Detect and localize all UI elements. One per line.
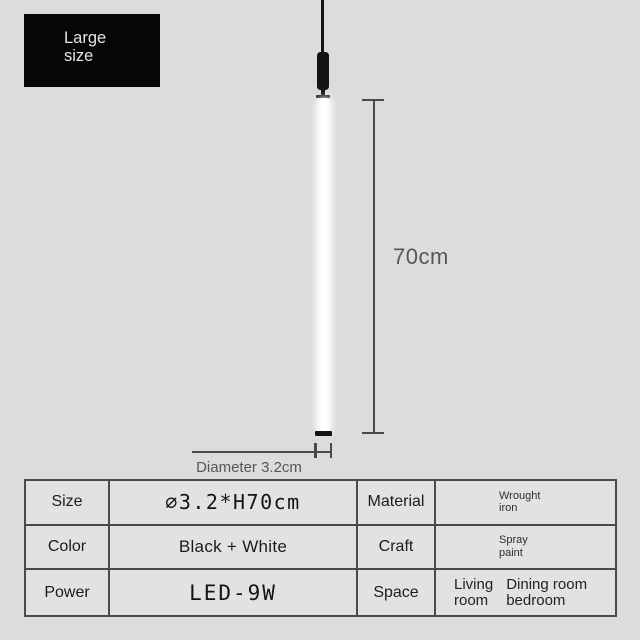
diameter-dimension-label: Diameter 3.2cm [196, 459, 302, 476]
diameter-dimension-right-tick [330, 443, 333, 458]
spec-value-craft [436, 526, 615, 571]
light-tube-end-cap [315, 431, 332, 436]
spec-label-power: Power [26, 570, 110, 615]
size-badge [24, 14, 160, 87]
material-line2: iron [499, 502, 518, 515]
spec-value-space [436, 570, 615, 615]
space-group-dining-bedroom [506, 577, 587, 608]
spec-label-space: Space [358, 570, 436, 615]
height-dimension-label: 70cm [393, 244, 449, 269]
spec-value-size: ∅3.2*H70cm [110, 481, 358, 526]
spec-label-size: Size [26, 481, 110, 526]
spec-value-material [436, 481, 615, 526]
size-badge-line1: Large [64, 29, 107, 47]
space-living-line2: room [454, 591, 489, 609]
spec-label-craft: Craft [358, 526, 436, 571]
spec-value-power: LED-9W [110, 570, 358, 615]
light-tube [317, 98, 332, 432]
space-living-line1: Living [454, 576, 494, 594]
spec-label-color: Color [26, 526, 110, 571]
material-line1: Wrought [499, 489, 541, 502]
space-group-living-room [454, 577, 493, 608]
craft-line2: paint [499, 546, 523, 559]
height-dimension-bottom-cap [362, 432, 384, 434]
space-dining-line1: Dining room [506, 576, 588, 594]
spec-table [24, 479, 617, 617]
spec-label-material: Material [358, 481, 436, 526]
diameter-dimension-line [192, 451, 332, 453]
pendant-cord [321, 0, 324, 54]
lamp-holder-cylinder [317, 52, 329, 90]
size-badge-line2: size [64, 46, 94, 65]
diameter-dimension-left-tick [314, 443, 317, 458]
height-dimension-line [373, 99, 375, 434]
spec-value-color: Black + White [110, 526, 358, 571]
craft-line1: Spray [499, 534, 528, 547]
space-dining-line2: bedroom [506, 591, 566, 609]
